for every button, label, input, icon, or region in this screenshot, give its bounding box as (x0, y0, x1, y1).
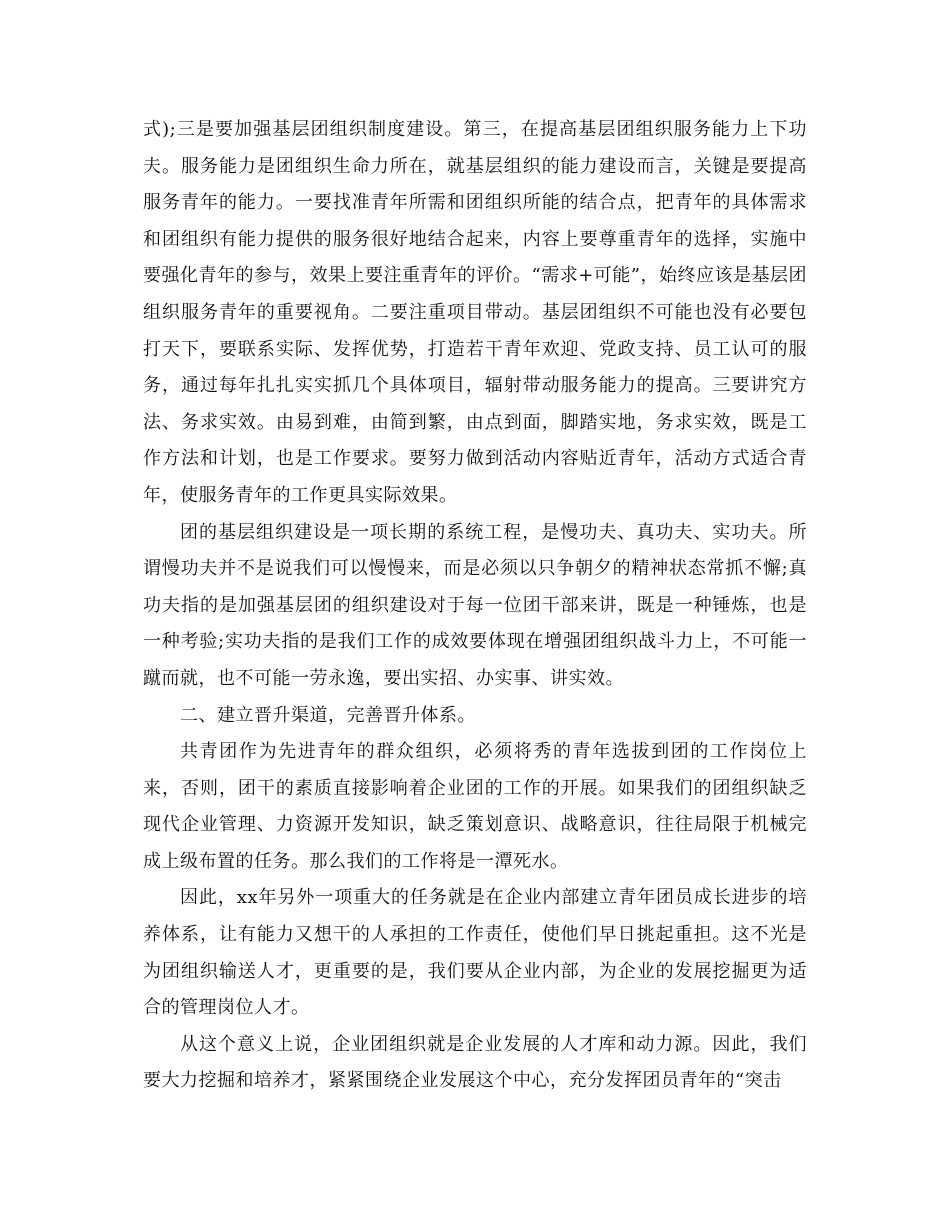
paragraph-4: 因此，xx年另外一项重大的任务就是在企业内部建立青年团员成长进步的培养体系，让有能力又想干的人承担的工作责任，使他们早日挑起重担。这不光是为团组织输送人才，更重要的是，我们要从企业内部，为企业的发展挖掘更为适合的管理岗位人才。 (143, 887, 807, 1019)
paragraph-1: 式);三是要加强基层团组织制度建设。第三，在提高基层团组织服务能力上下功夫。服务能力是团组织生命力所在，就基层组织的能力建设而言，关键是要提高服务青年的能力。一要找准青年所需和团组织所能的结合点，把青年的具体需求和团组织有能力提供的服务很好地结合起来，内容上要尊重青年的选择，实施中要强化青年的参与，效果上要注重青年的评价。“需求+可能”，始终应该是基层团组织服务青年的重要视角。二要注重项目带动。基层团组织不可能也没有必要包打天下，要联系实际、发挥优势，打造若干青年欢迎、党政支持、员工认可的服务，通过每年扎扎实实抓几个具体项目，辐射带动服务能力的提高。三要讲究方法、务求实效。由易到难，由简到繁，由点到面，脚踏实地，务求实效，既是工作方法和计划，也是工作要求。要努力做到活动内容贴近青年，活动方式适合青年，使服务青年的工作更具实际效果。 (143, 119, 807, 506)
paragraph-3: 共青团作为先进青年的群众组织，必须将秀的青年选拔到团的工作岗位上来，否则，团干的素质直接影响着企业团的工作的开展。如果我们的团组织缺乏现代企业管理、力资源开发知识，缺乏策划意识、战略意识，往往局限于机械完成上级布置的任务。那么我们的工作将是一潭死水。 (143, 741, 807, 872)
section-heading: 二、建立晋升渠道，完善晋升体系。 (180, 704, 476, 726)
paragraph-5: 从这个意义上说，企业团组织就是企业发展的人才库和动力源。因此，我们要大力挖掘和培养才，紧紧围绕企业发展这个中心，充分发挥团员青年的“突击 (143, 1033, 807, 1092)
paragraph-2: 团的基层组织建设是一项长期的系统工程，是慢功夫、真功夫、实功夫。所谓慢功夫并不是说我们可以慢慢来，而是必须以只争朝夕的精神状态常抓不懈;真功夫指的是加强基层团的组织建设对于每一位团干部来讲，既是一种锤炼，也是一种考验;实功夫指的是我们工作的成效要体现在增强团组织战斗力上，不可能一蹴而就，也不可能一劳永逸，要出实招、办实事、讲实效。 (143, 521, 807, 689)
document-body (143, 112, 807, 1100)
